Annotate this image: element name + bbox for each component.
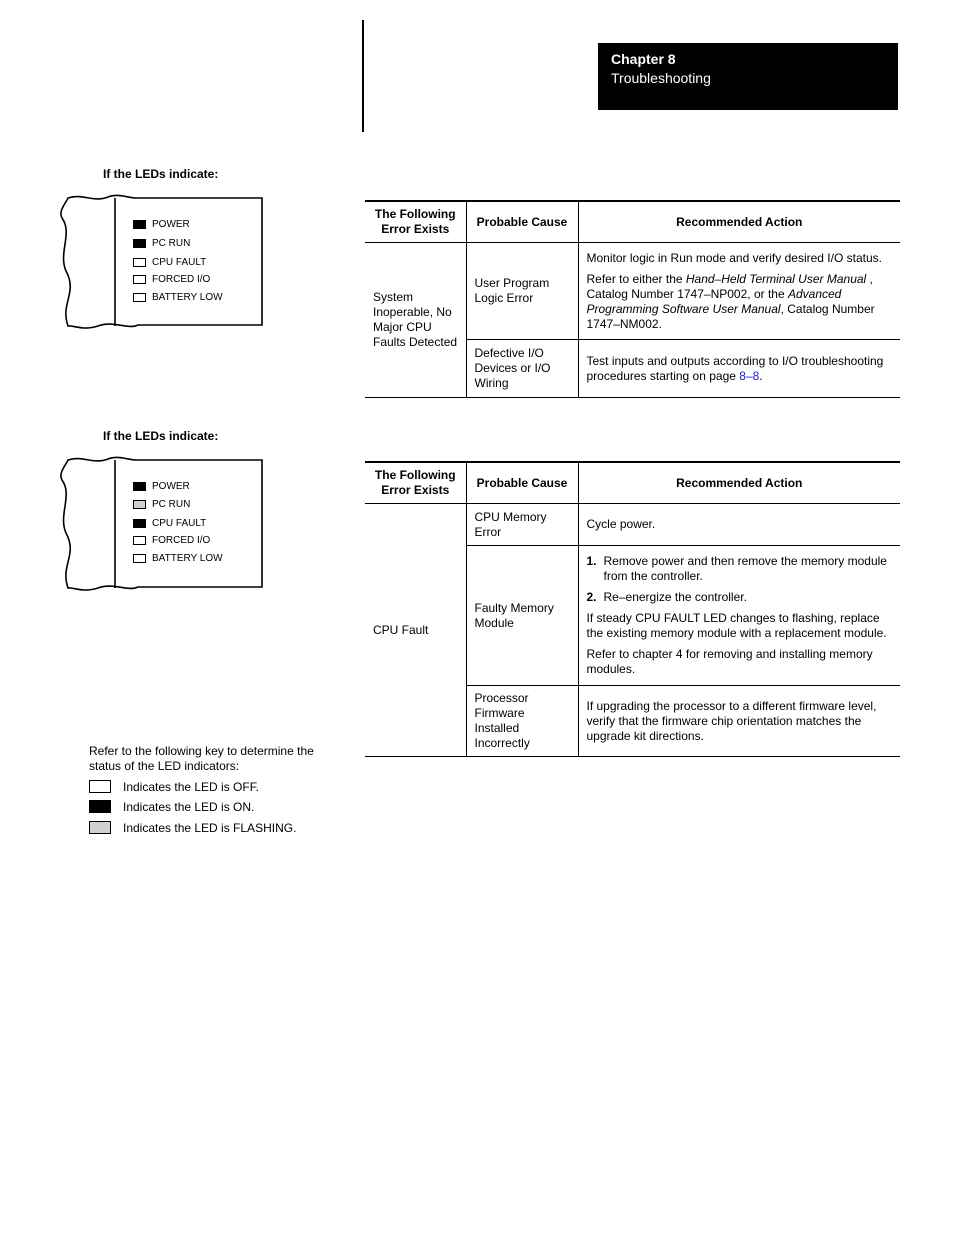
chapter-title: Troubleshooting [611, 70, 711, 86]
header-action: Recommended Action [578, 462, 900, 504]
header-action: Recommended Action [578, 201, 900, 243]
header-error: The Following Error Exists [365, 462, 466, 504]
step-item [587, 590, 893, 605]
led-panel [58, 193, 268, 333]
led-indicator [133, 500, 146, 509]
led-indicator [133, 258, 146, 267]
led-indicator [133, 536, 146, 545]
chapter-label: Chapter 8 [611, 51, 676, 67]
led-label: BATTERY LOW [152, 552, 223, 564]
cause-cell: Defective I/O Devices or I/O Wiring [466, 340, 578, 398]
error-cell: System Inoperable, No Major CPU Faults Detected [365, 243, 466, 398]
error-cell: CPU Fault [365, 504, 466, 757]
led-label: FORCED I/O [152, 273, 211, 285]
action-text: Monitor logic in Run mode and verify desired I/O status. [586, 250, 882, 265]
led-indicator [133, 519, 146, 528]
led-pc-run [133, 497, 190, 511]
led-indicator [133, 554, 146, 563]
led-label: CPU FAULT [152, 517, 207, 529]
key-intro: Refer to the following key to determine the status of the LED indicators: [89, 744, 314, 773]
led-indicator [133, 482, 146, 491]
led-label: PC RUN [152, 237, 191, 249]
cause-cell: Processor Firmware Installed Incorrectly [466, 686, 578, 757]
led-battery-low [133, 290, 223, 304]
led-panel [58, 455, 268, 595]
action-text: If steady CPU FAULT LED changes to flashing, replace the existing memory module with a replacement module. [586, 611, 887, 640]
led-label: PC RUN [152, 498, 191, 510]
key-swatch [89, 821, 111, 834]
cause-cell: Faulty Memory Module [466, 546, 578, 686]
led-pc-run [133, 236, 190, 250]
step-text: Remove power and then remove the memory module from the controller. [603, 554, 887, 583]
action-cell [578, 546, 900, 686]
margin-rule [362, 20, 364, 132]
action-text-part: Refer to either the [586, 271, 686, 286]
key-text: Indicates the LED is ON. [123, 799, 255, 814]
led-power [133, 217, 190, 231]
action-cell [578, 340, 900, 398]
header-cause: Probable Cause [466, 201, 578, 243]
action-cell: If upgrading the processor to a different firmware level, verify that the firmware chip orientation matches the upgrade kit directions. [578, 686, 900, 757]
page-link[interactable]: 8–8 [739, 368, 760, 383]
action-cell: Cycle power. [578, 504, 900, 546]
step-item [587, 554, 893, 584]
action-cell [578, 243, 900, 340]
led-label: CPU FAULT [152, 256, 207, 268]
key-text: Indicates the LED is FLASHING. [123, 820, 297, 835]
action-text-part: . [759, 368, 763, 383]
key-off [89, 779, 259, 794]
led-indicator [133, 220, 146, 229]
header-error: The Following Error Exists [365, 201, 466, 243]
action-text-part: Test inputs and outputs according to I/O troubleshooting procedures starting on page [586, 353, 884, 383]
action-text [587, 272, 893, 332]
step-number: 1. [586, 554, 597, 568]
led-label: POWER [152, 218, 190, 230]
led-label: FORCED I/O [152, 534, 211, 546]
key-swatch [89, 780, 111, 793]
led-indicator [133, 275, 146, 284]
led-cpu-fault [133, 255, 206, 269]
led-forced-io [133, 272, 210, 286]
key-text: Indicates the LED is OFF. [123, 779, 260, 794]
manual-title: Advanced Programming Software User Manual [586, 286, 842, 316]
error-table-2 [365, 461, 900, 757]
leds-heading: If the LEDs indicate: [103, 429, 219, 443]
key-on [89, 799, 254, 814]
cause-cell: CPU Memory Error [466, 504, 578, 546]
leds-heading: If the LEDs indicate: [103, 167, 219, 181]
action-text-part: , Catalog Number 1747–NM002. [586, 301, 875, 331]
header-cause: Probable Cause [466, 462, 578, 504]
led-forced-io [133, 533, 210, 547]
step-number: 2. [586, 590, 597, 604]
cause-cell: User Program Logic Error [466, 243, 578, 340]
action-text-part: , Catalog Number 1747–NP002, or the [586, 271, 873, 301]
manual-title: Hand–Held Terminal User Manual [685, 271, 867, 286]
led-label: POWER [152, 480, 190, 492]
led-power [133, 479, 190, 493]
led-cpu-fault [133, 516, 206, 530]
key-swatch [89, 800, 111, 813]
led-battery-low [133, 551, 223, 565]
led-indicator [133, 293, 146, 302]
key-flashing [89, 820, 296, 835]
led-label: BATTERY LOW [152, 291, 223, 303]
chapter-header [598, 43, 898, 110]
error-table-1 [365, 200, 900, 398]
action-text: Refer to chapter 4 for removing and installing memory modules. [586, 647, 873, 676]
step-text: Re–energize the controller. [603, 590, 747, 604]
led-indicator [133, 239, 146, 248]
